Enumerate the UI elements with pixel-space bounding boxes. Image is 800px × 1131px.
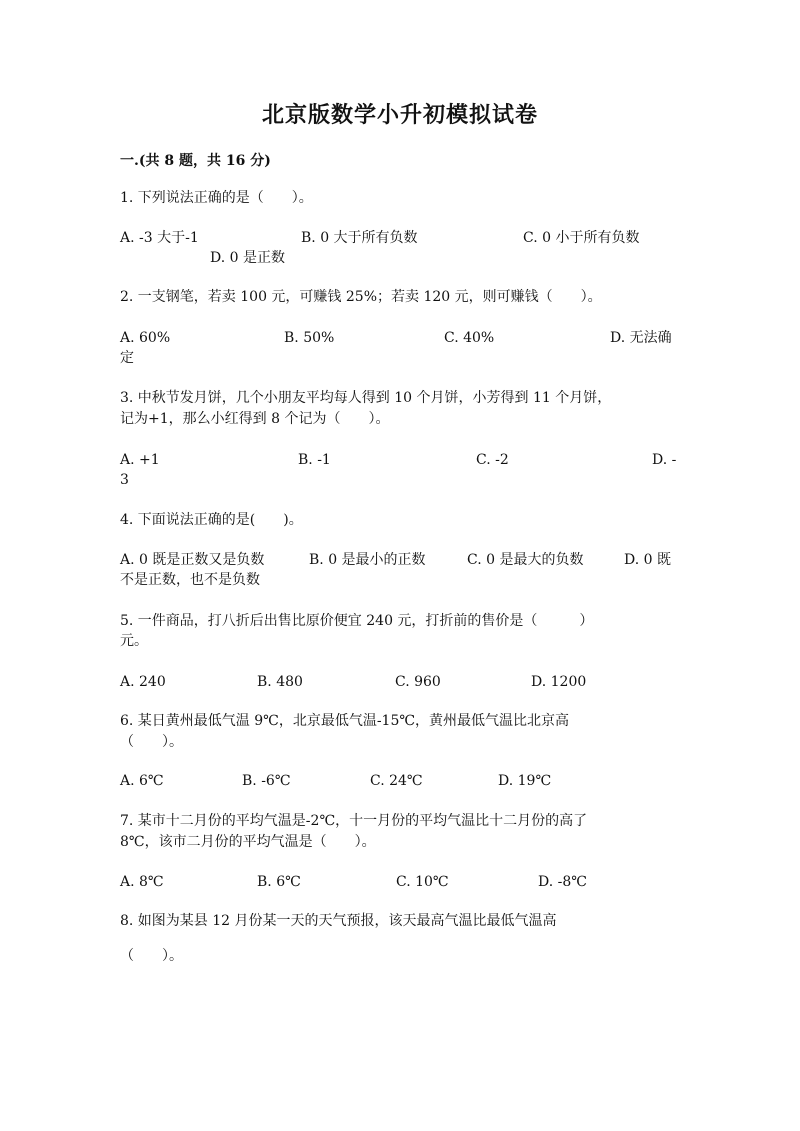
question-1-option-d: D. 0 是正数 [210,250,285,266]
question-4-option-d-cont: 不是正数，也不是负数 [120,572,260,588]
question-3-option-a: A. +1 [120,452,160,468]
question-5-option-a: A. 240 [120,674,166,690]
question-6-option-d: D. 19℃ [498,773,552,789]
question-1-option-a: A. -3 大于-1 [120,230,199,246]
question-2-option-a: A. 60% [120,330,171,346]
question-5-stem-line-1: 5. 一件商品，打八折后出售比原价便宜 240 元，打折前的售价是（ ） [120,613,594,629]
question-7-option-a: A. 8℃ [120,874,164,890]
question-1-stem: 1. 下列说法正确的是（ ）。 [120,190,313,206]
question-2-option-d-cont: 定 [120,350,134,366]
question-1-option-b: B. 0 大于所有负数 [301,230,418,246]
question-3-option-d: D. - [652,452,677,468]
question-5-option-b: B. 480 [257,674,303,690]
section-heading: 一.(共 8 题，共 16 分) [120,153,271,169]
question-5-option-d: D. 1200 [531,674,587,690]
question-7-option-b: B. 6℃ [257,874,301,890]
question-4-option-d: D. 0 既 [624,552,671,568]
question-1-option-c: C. 0 小于所有负数 [523,230,640,246]
question-4-option-b: B. 0 是最小的正数 [309,552,426,568]
question-2-option-b: B. 50% [284,330,335,346]
question-2-option-c: C. 40% [444,330,495,346]
question-5-stem-line-2: 元。 [120,633,148,649]
question-8-stem-line-2: （ ）。 [120,948,183,964]
question-6-stem-line-2: （ ）。 [120,734,183,750]
question-3-stem-line-1: 3. 中秋节发月饼，几个小朋友平均每人得到 10 个月饼，小芳得到 11 个月饼， [120,390,612,406]
question-7-stem-line-2: 8℃，该市二月份的平均气温是（ ）。 [120,834,376,850]
question-2-stem: 2. 一支钢笔，若卖 100 元，可赚钱 25%；若卖 120 元，则可赚钱（ ）。 [120,289,602,305]
question-5-option-c: C. 960 [395,674,441,690]
question-4-stem: 4. 下面说法正确的是( )。 [120,512,303,528]
question-8-stem-line-1: 8. 如图为某县 12 月份某一天的天气预报，该天最高气温比最低气温高 [120,913,557,929]
question-6-stem-line-1: 6. 某日黄州最低气温 9℃，北京最低气温-15℃，黄州最低气温比北京高 [120,713,570,729]
question-6-option-c: C. 24℃ [370,773,423,789]
question-3-option-c: C. -2 [476,452,509,468]
question-7-option-d: D. -8℃ [538,874,587,890]
question-2-option-d: D. 无法确 [610,330,672,346]
question-4-option-a: A. 0 既是正数又是负数 [120,552,265,568]
question-3-stem-line-2: 记为+1，那么小红得到 8 个记为（ ）。 [120,411,390,427]
question-3-option-d-cont: 3 [120,472,129,488]
question-7-option-c: C. 10℃ [396,874,449,890]
page-title: 北京版数学小升初模拟试卷 [261,102,538,128]
question-4-option-c: C. 0 是最大的负数 [467,552,584,568]
question-7-stem-line-1: 7. 某市十二月份的平均气温是-2℃，十一月份的平均气温比十二月份的高了 [120,813,588,829]
question-6-option-b: B. -6℃ [242,773,291,789]
question-3-option-b: B. -1 [298,452,331,468]
question-6-option-a: A. 6℃ [120,773,164,789]
